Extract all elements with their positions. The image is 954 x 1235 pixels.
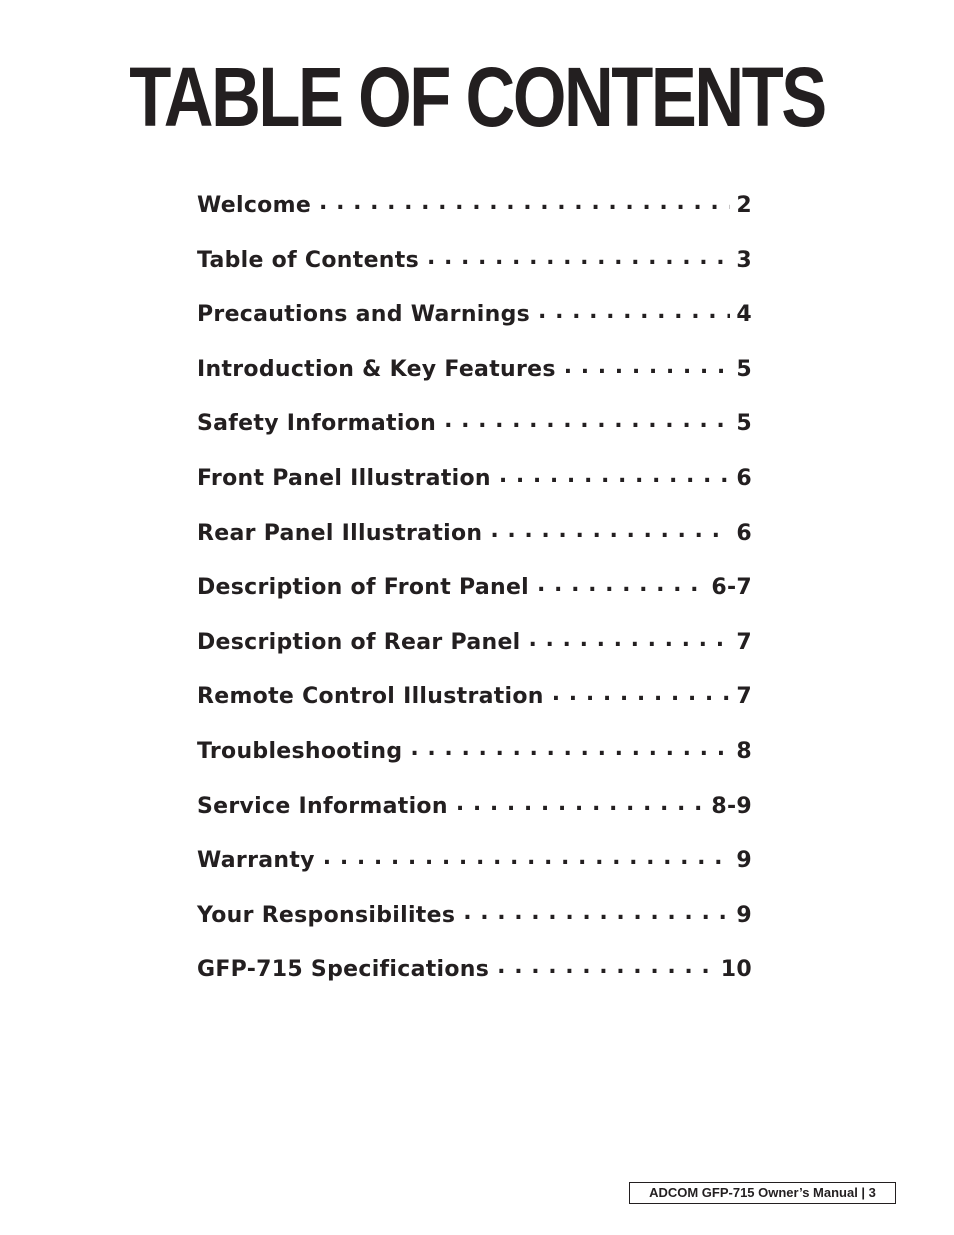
table-of-contents (197, 190, 752, 1009)
toc-entry-table-of-contents (197, 245, 752, 300)
toc-entry-label: Precautions and Warnings (197, 302, 531, 328)
toc-entry-description-front-panel (197, 572, 752, 627)
toc-entry-warranty (197, 845, 752, 900)
toc-entry-label: Table of Contents (197, 247, 419, 273)
toc-entry-label: Description of Front Panel (197, 575, 530, 601)
toc-entry-precautions (197, 299, 752, 354)
toc-entry-page: 5 (736, 411, 752, 437)
toc-entry-page: 8-9 (711, 793, 752, 819)
toc-dot-leader (463, 900, 730, 922)
page-title: TABLE OF CONTENTS (129, 50, 825, 144)
toc-dot-leader (444, 408, 730, 430)
toc-entry-label: Your Responsibilites (197, 902, 456, 928)
toc-entry-page: 7 (736, 629, 752, 655)
toc-dot-leader (552, 681, 731, 703)
toc-entry-label: Introduction & Key Features (197, 356, 556, 382)
toc-entry-label: GFP-715 Specifications (197, 957, 490, 983)
toc-entry-page: 8 (736, 738, 752, 764)
toc-entry-your-responsibilities (197, 900, 752, 955)
toc-entry-troubleshooting (197, 736, 752, 791)
toc-entry-remote-control-illustration (197, 681, 752, 736)
toc-entry-description-rear-panel (197, 627, 752, 682)
toc-entry-service-information (197, 791, 752, 846)
toc-dot-leader (497, 954, 715, 976)
toc-dot-leader (456, 791, 706, 813)
toc-entry-label: Rear Panel Illustration (197, 520, 483, 546)
toc-dot-leader (529, 627, 731, 649)
toc-dot-leader (427, 245, 730, 267)
toc-entry-page: 7 (736, 684, 752, 710)
toc-entry-label: Description of Rear Panel (197, 629, 521, 655)
toc-dot-leader (410, 736, 730, 758)
toc-entry-page: 4 (736, 302, 752, 328)
toc-entry-label: Safety Information (197, 411, 437, 437)
toc-dot-leader (490, 518, 730, 540)
toc-dot-leader (538, 299, 730, 321)
toc-entry-introduction (197, 354, 752, 409)
toc-entry-label: Welcome (197, 193, 312, 218)
toc-entry-safety-information (197, 408, 752, 463)
toc-entry-label: Service Information (197, 793, 448, 819)
toc-entry-page: 6 (736, 465, 752, 491)
toc-entry-page: 3 (736, 247, 752, 273)
toc-entry-label: Troubleshooting (197, 738, 403, 764)
toc-dot-leader (323, 845, 731, 867)
toc-entry-specifications (197, 954, 752, 1009)
toc-entry-page: 10 (720, 957, 752, 983)
toc-dot-leader (564, 354, 731, 376)
toc-entry-welcome (197, 190, 752, 245)
toc-entry-page: 5 (736, 356, 752, 382)
toc-dot-leader (319, 190, 730, 212)
toc-entry-rear-panel-illustration (197, 518, 752, 573)
toc-entry-label: Front Panel Illustration (197, 465, 491, 491)
page-footer: ADCOM GFP-715 Owner’s Manual | 3 (629, 1182, 896, 1204)
toc-entry-front-panel-illustration (197, 463, 752, 518)
toc-entry-label: Remote Control Illustration (197, 684, 544, 710)
toc-entry-page: 2 (736, 193, 752, 218)
toc-dot-leader (537, 572, 705, 594)
toc-entry-page: 9 (736, 848, 752, 874)
toc-entry-label: Warranty (197, 848, 315, 874)
toc-entry-page: 6 (736, 520, 752, 546)
toc-dot-leader (499, 463, 731, 485)
toc-entry-page: 6-7 (711, 575, 752, 601)
toc-entry-page: 9 (736, 902, 752, 928)
